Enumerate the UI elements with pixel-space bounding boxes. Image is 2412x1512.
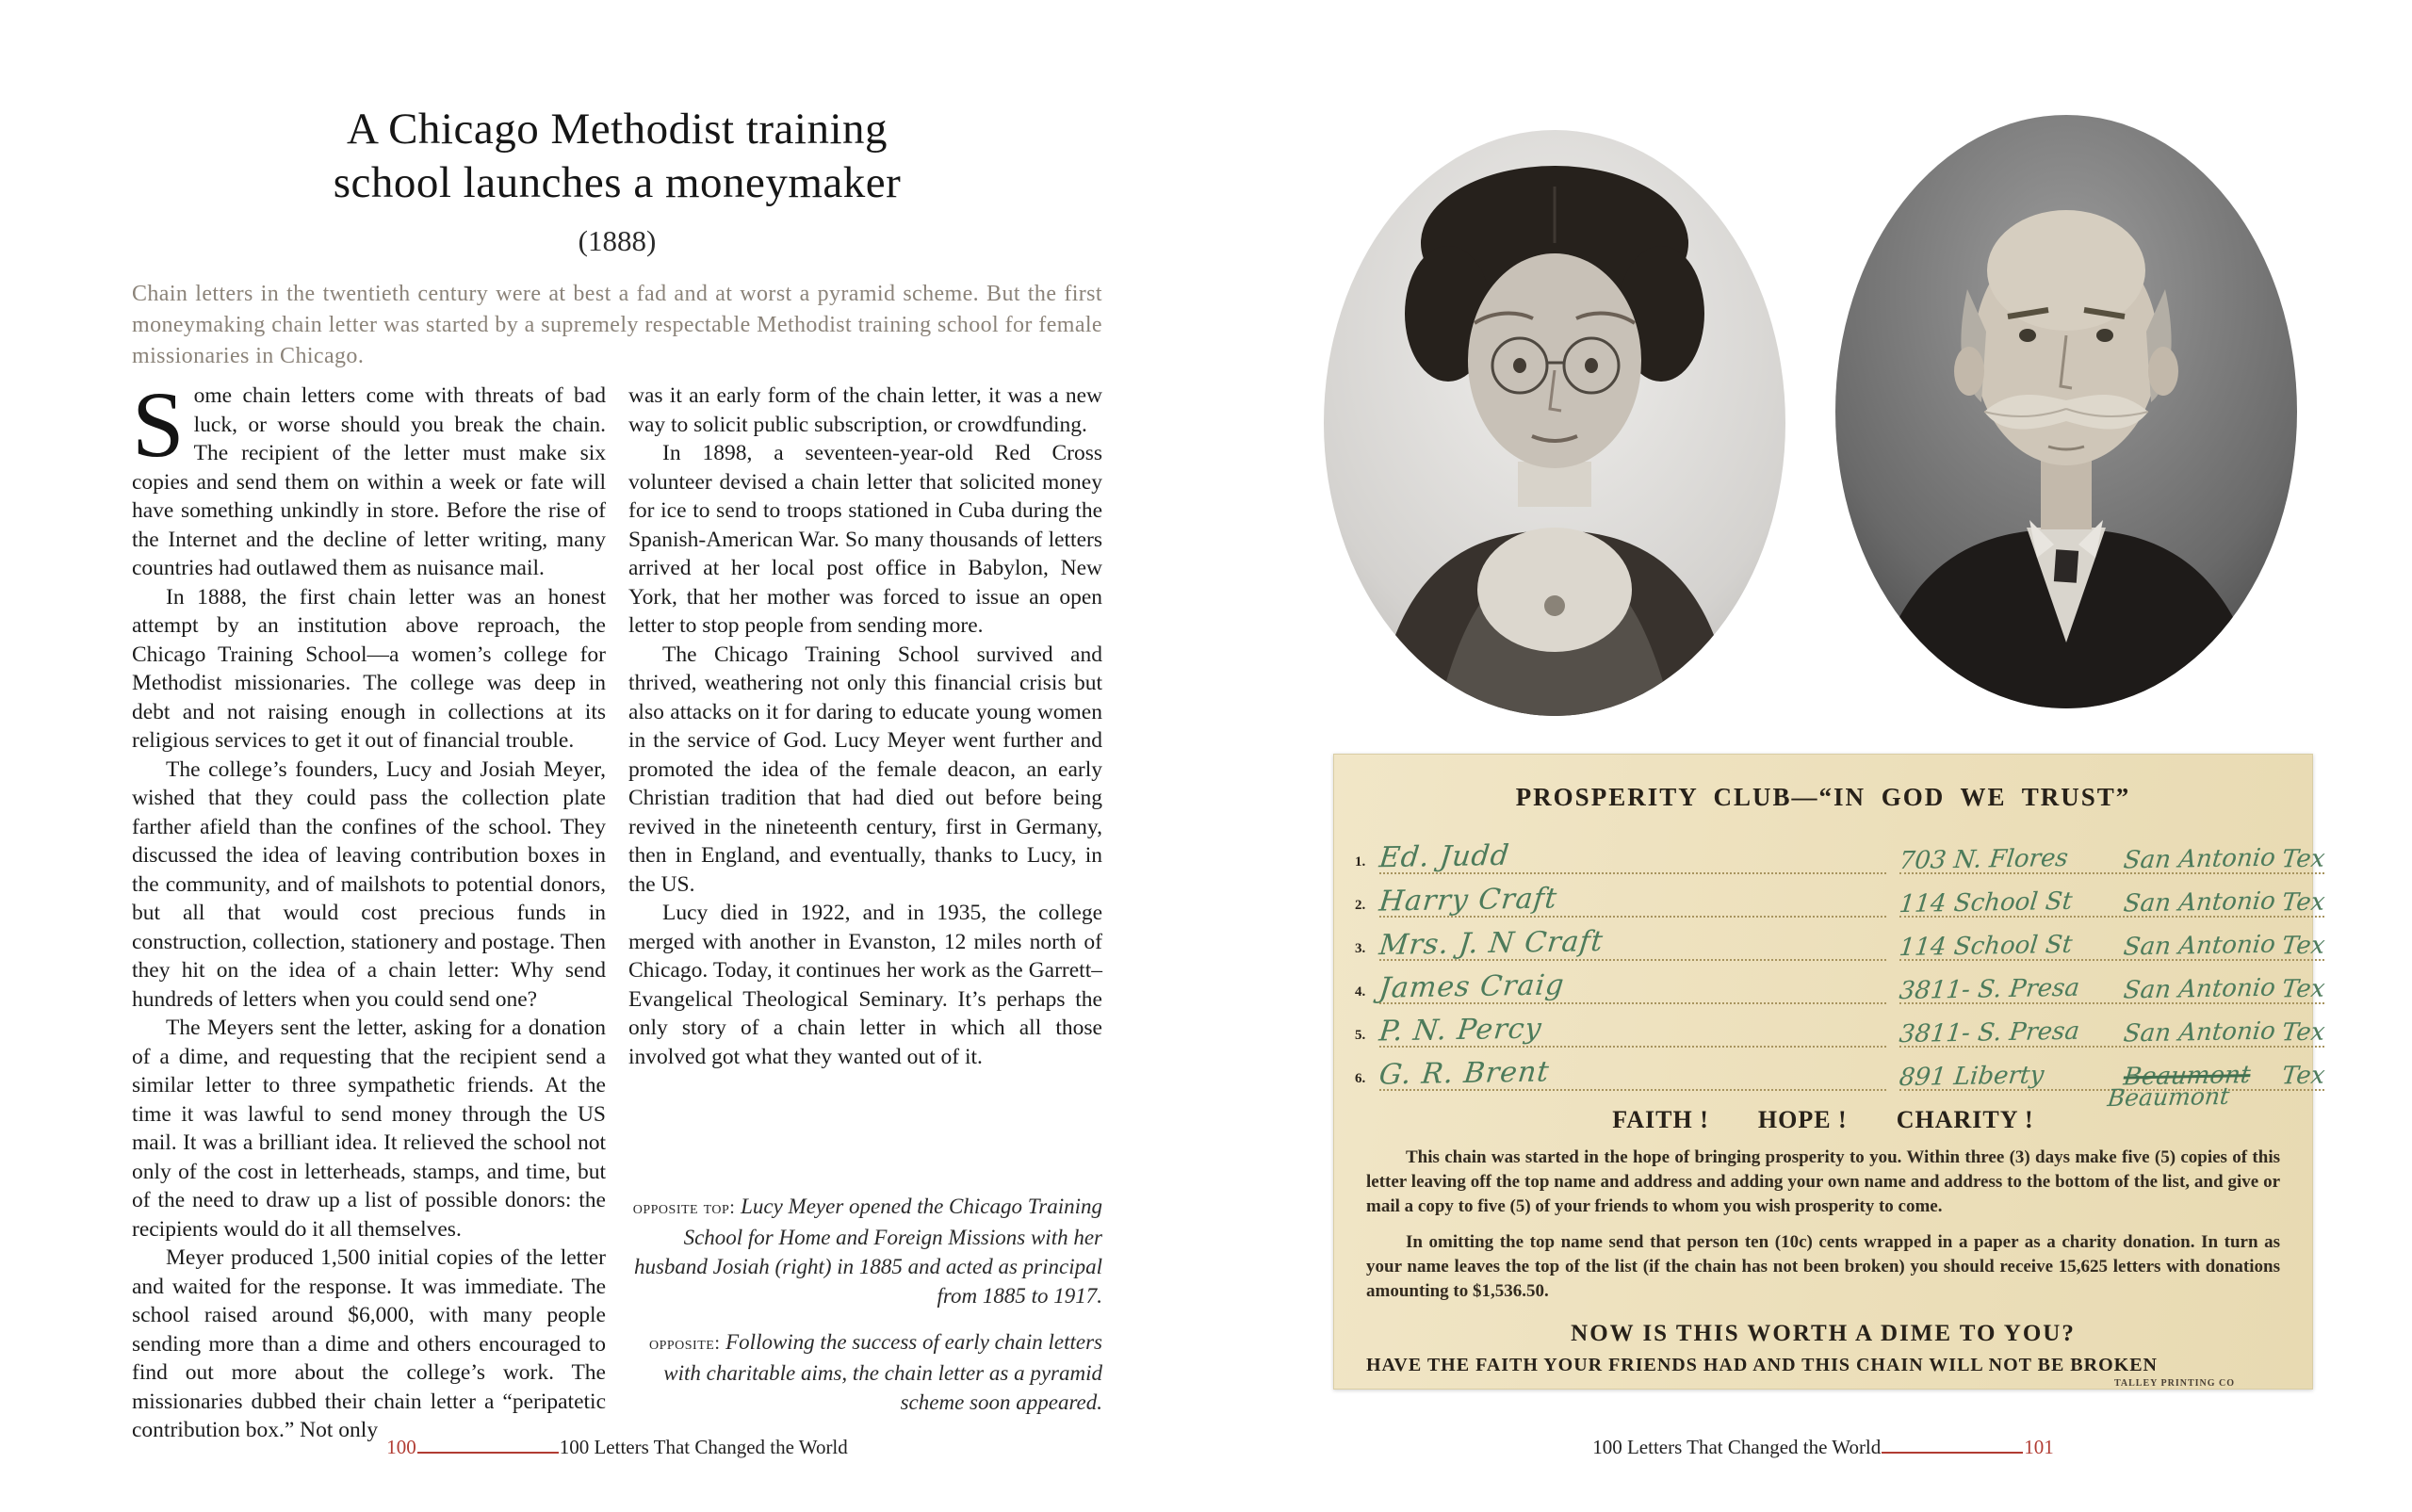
body-column-left bbox=[132, 372, 606, 1445]
caption-label: opposite: bbox=[648, 1333, 721, 1354]
hope-word: HOPE ! bbox=[1757, 1106, 1848, 1133]
woman-portrait-illustration bbox=[1324, 130, 1785, 716]
letter-entry-row bbox=[1355, 831, 2327, 876]
letter-entry-row bbox=[1355, 1048, 2327, 1113]
body-columns bbox=[132, 372, 1102, 1445]
man-portrait-illustration bbox=[1835, 115, 2297, 708]
entry-number: 1. bbox=[1355, 854, 1366, 870]
letter-paragraph: This chain was started in the hope of bringing prosperity to you. Within three (3) days make five (5) copies of this letter leaving off the top name and address and adding your own name and address to the bottom of the list, and give or mail a copy to five (5) of your friends to whom you wish prosperity to come. bbox=[1366, 1147, 2280, 1216]
entry-name: Ed. Judd bbox=[1377, 838, 1512, 875]
entry-name: G. R. Brent bbox=[1377, 1055, 1552, 1092]
entry-name: James Craig bbox=[1377, 968, 1567, 1005]
drop-cap: S bbox=[132, 372, 185, 477]
entry-number: 2. bbox=[1355, 898, 1366, 913]
body-paragraph bbox=[132, 372, 606, 583]
entry-city-correction: Beaumont bbox=[2106, 1081, 2231, 1113]
entry-number: 6. bbox=[1355, 1071, 1366, 1086]
standfirst: Chain letters in the twentieth century were at best a fad and at worst a pyramid scheme. But the first moneymaking chain letter was started by a supremely respectable Methodist training school for female missionaries in Chicago. bbox=[132, 282, 1102, 368]
caption-text: Following the success of early chain letters with charitable aims, the chain letter as a pyramid scheme soon appeared. bbox=[663, 1330, 1102, 1414]
entry-state: Tex bbox=[2280, 974, 2327, 1004]
letter-entry-row bbox=[1355, 874, 2327, 919]
entry-address: 3811- S. Presa bbox=[1898, 973, 2081, 1006]
entry-address: 3811- S. Presa bbox=[1898, 1016, 2081, 1049]
body-paragraph: was it an early form of the chain letter, it was a new way to solicit public subscription, or crowdfunding. bbox=[628, 383, 1102, 437]
entry-city: San Antonio bbox=[2122, 930, 2277, 962]
josiah-meyer-portrait-photo bbox=[1835, 115, 2297, 708]
footer-page-number: 100 bbox=[386, 1436, 416, 1458]
lucy-meyer-portrait-photo bbox=[1324, 130, 1785, 716]
body-paragraph: Lucy died in 1922, and in 1935, the college merged with another in Evanston, 12 miles north of Chicago. Today, it continues her work as the Garrett–Evangelical Theological Seminary. It’s perhaps the only story of a chain letter in which all those involved got what they wanted out of it. bbox=[628, 901, 1102, 1069]
body-paragraph: The Meyers sent the letter, asking for a donation of a dime, and requesting that the recipient send a similar letter to three sympathetic friends. At the time it was lawful to send money through the US mail. It was a brilliant idea. It relieved the school not only of the cost in letterheads, stamps, and time, but of the need to draw up a list of possible donors: the recipients would do it all themselves. bbox=[132, 1016, 606, 1242]
body-column-right bbox=[628, 382, 1102, 1445]
entry-address: 114 School St bbox=[1898, 930, 2074, 963]
entry-address: 891 Liberty bbox=[1898, 1061, 2045, 1093]
entry-name: P. N. Percy bbox=[1377, 1012, 1544, 1049]
charity-word: CHARITY ! bbox=[1896, 1106, 2034, 1133]
entry-state: Tex bbox=[2280, 931, 2327, 961]
letter-entry-row bbox=[1355, 918, 2327, 963]
caption-opposite-top bbox=[628, 1192, 1102, 1310]
entry-state: Tex bbox=[2280, 1061, 2327, 1091]
dime-question: NOW IS THIS WORTH A DIME TO YOU? bbox=[1571, 1321, 2076, 1346]
entry-address: 114 School St bbox=[1898, 886, 2074, 919]
footer-rule bbox=[417, 1439, 559, 1454]
entry-city-struck: Beaumont bbox=[2122, 1061, 2252, 1092]
prosperity-club-letter bbox=[1333, 754, 2327, 1390]
entry-name: Harry Craft bbox=[1377, 882, 1559, 919]
title-line-2: school launches a moneymaker bbox=[333, 158, 902, 208]
footer-rule bbox=[1882, 1439, 2023, 1454]
entry-state: Tex bbox=[2280, 1017, 2327, 1048]
footer-book-title: 100 Letters That Changed the World bbox=[559, 1436, 848, 1458]
entry-city: San Antonio bbox=[2122, 973, 2277, 1005]
entry-number: 3. bbox=[1355, 941, 1366, 956]
entry-name: Mrs. J. N Craft bbox=[1377, 924, 1605, 963]
title-line-1: A Chicago Methodist training bbox=[346, 105, 888, 154]
entry-city: San Antonio bbox=[2122, 1016, 2277, 1049]
letter-heading: PROSPERITY CLUB—“IN GOD WE TRUST” bbox=[1515, 783, 2131, 811]
body-paragraph: In 1898, a seventeen-year-old Red Cross volunteer devised a chain letter that solicited money for ice to send to troops stationed in Cuba during the Spanish-American War. So many thousands of letters arrived at her local post office in Babylon, New York, that her mother was forced to issue an open letter to stop people from sending more. bbox=[628, 441, 1102, 638]
letter-paragraph: In omitting the top name send that person ten (10c) cents wrapped in a paper as a charity donation. In turn as your name leaves the top of the list (if the chain has not been broken) you should receive 15,625 letters with donations amounting to $1,536.50. bbox=[1366, 1232, 2280, 1301]
caption-label: opposite top: bbox=[632, 1197, 736, 1218]
entry-address: 703 N. Flores bbox=[1898, 843, 2070, 876]
entry-state: Tex bbox=[2280, 887, 2327, 918]
body-paragraph: In 1888, the first chain letter was an honest attempt by an institution above reproach, the Chicago Training School—a women’s college for Methodist missionaries. The college was deep in debt and not raising enough in collections at its religious services to get it out of financial trouble. bbox=[132, 584, 606, 753]
entry-city: San Antonio bbox=[2122, 886, 2277, 919]
letter-entry-row bbox=[1355, 961, 2327, 1006]
body-paragraph: Meyer produced 1,500 initial copies of the letter and waited for the response. It was immediate. The school raised around $6,000, with many people sending more than a dime and others encouraged to find out more about the college’s work. The missionaries dubbed their chain letter a “peripatetic contribution box.” Not only bbox=[132, 1245, 606, 1442]
footer-page-number: 101 bbox=[2024, 1436, 2054, 1458]
entry-city: San Antonio bbox=[2122, 843, 2277, 875]
letter-signature-list bbox=[1355, 831, 2327, 1113]
printer-credit: TALLEY PRINTING CO bbox=[2113, 1378, 2235, 1389]
faith-word: FAITH ! bbox=[1612, 1106, 1709, 1133]
caption-opposite bbox=[628, 1327, 1102, 1417]
footer-book-title: 100 Letters That Changed the World bbox=[1592, 1436, 1882, 1458]
page-title bbox=[132, 103, 1102, 210]
caption-text: Lucy Meyer opened the Chicago Training School for Home and Foreign Missions with her husband Josiah (right) in 1885 and acted as principal from 1885 to 1917. bbox=[633, 1195, 1102, 1308]
paragraph-text: ome chain letters come with threats of bad luck, or worse should you break the chain. The recipient of the letter must make six copies and send them on within a week or fate will have something unkindly in store. Before the rise of the Internet and the decline of letter writing, many countries had outlawed them as nuisance mail. bbox=[132, 383, 606, 580]
year-label: (1888) bbox=[578, 224, 657, 257]
entry-number: 4. bbox=[1355, 984, 1366, 1000]
body-paragraph: The college’s founders, Lucy and Josiah Meyer, wished that they could pass the collection plate farther afield than the confines of the school. They discussed the idea of leaving contribution boxes in the community, and of mailshots to potential donors, but all that would cost precious funds in construction, collection, stationery and postage. Then they hit on the idea of a chain letter: Why send hundreds of letters when you could send one? bbox=[132, 756, 606, 1012]
letter-entry-row bbox=[1355, 1004, 2327, 1049]
photo-captions bbox=[628, 1192, 1102, 1417]
entry-state: Tex bbox=[2280, 844, 2327, 874]
faith-footer-line: HAVE THE FAITH YOUR FRIENDS HAD AND THIS CHAIN WILL NOT BE BROKEN bbox=[1366, 1355, 2158, 1375]
right-page-footer bbox=[1338, 1436, 2308, 1459]
left-page-footer bbox=[132, 1436, 1102, 1459]
body-paragraph: The Chicago Training School survived and thrived, weathering not only this financial crisis but also attacks on it for daring to educate young women in the service of God. Lucy Meyer went further and promoted the idea of the female deacon, an early Christian tradition that had died out before being revived in the nineteenth century, first in Germany, then in England, and eventually, thanks to Lucy, in the US. bbox=[628, 642, 1102, 897]
entry-number: 5. bbox=[1355, 1028, 1366, 1043]
